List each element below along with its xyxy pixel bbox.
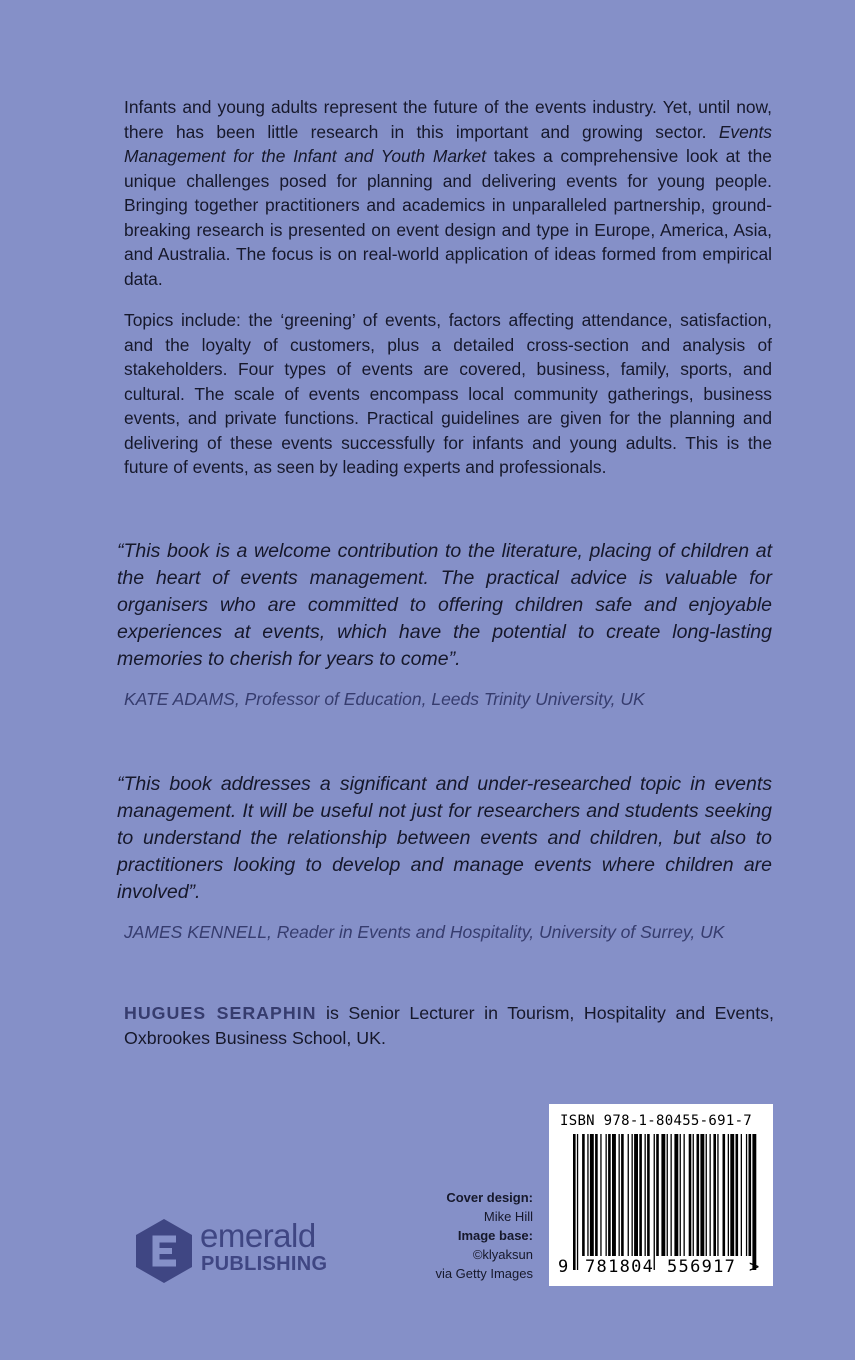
image-source-value: via Getty Images	[435, 1266, 533, 1281]
cover-credits	[400, 1188, 533, 1283]
barcode-bar	[697, 1134, 700, 1256]
barcode-bar	[595, 1134, 598, 1256]
barcode-bar	[752, 1134, 756, 1270]
publisher-name: emerald	[200, 1217, 316, 1254]
barcode-bar	[654, 1134, 655, 1270]
author-bio-text: is Senior Lecturer in Tourism, Hospitality and Events, Oxbrookes Business School, UK.	[124, 1003, 774, 1048]
barcode-bar	[632, 1134, 633, 1256]
barcode-bar	[710, 1134, 711, 1256]
endorsement-attribution-1: KATE ADAMS, Professor of Education, Leeds Trinity University, UK	[124, 689, 645, 709]
barcode-bar	[667, 1134, 668, 1256]
description-text-b: takes a comprehensive look at the unique challenges posed for planning and delivering events for young people. Bringing together practitioners and academics in unparalleled partnership, ground-breaking research is presented on event design and type in Europe, America, Asia, and Australia. The focus is on real-world application of ideas formed from empirical data.	[124, 146, 772, 289]
barcode-bar	[706, 1134, 707, 1256]
barcode-bar	[717, 1134, 718, 1256]
barcode-bar	[661, 1134, 665, 1256]
barcode-bar	[600, 1134, 601, 1256]
description-paragraph-1	[124, 95, 772, 291]
barcode-bar	[628, 1134, 629, 1256]
barcode-bar	[746, 1134, 747, 1256]
barcode-digits-right: 556917	[667, 1257, 737, 1277]
barcode-bar	[684, 1134, 685, 1256]
publisher-subtitle: PUBLISHING	[201, 1253, 328, 1275]
barcode-bar	[577, 1134, 578, 1270]
image-base-label: Image base:	[457, 1228, 533, 1243]
isbn-text: ISBN 978-1-80455-691-7	[560, 1113, 753, 1129]
description-text-a: Infants and young adults represent the future of the events industry. Yet, until now, there has been little research in this important and growing sector.	[124, 97, 772, 142]
author-bio	[124, 1001, 774, 1051]
barcode-bar	[639, 1134, 642, 1256]
barcode-bar	[674, 1134, 678, 1256]
publisher-logo	[134, 1217, 334, 1287]
barcode-bar	[645, 1134, 646, 1256]
barcode-bar	[621, 1134, 624, 1256]
isbn-barcode	[549, 1104, 773, 1286]
barcode-bar	[606, 1134, 607, 1256]
emerald-logo-icon	[134, 1217, 194, 1285]
endorsement-quote-1: “This book is a welcome contribution to the literature, placing of children at the heart of events management. The practical advice is valuable for organisers who are committed to offering children safe and enjoyable experiences at events, which have the potential to create long-lasting memories to cherish for years to come”.	[117, 540, 772, 670]
endorsement-attribution-2: JAMES KENNELL, Reader in Events and Hospitality, University of Surrey, UK	[124, 922, 725, 942]
barcode-bar	[619, 1134, 620, 1256]
barcode-bar	[573, 1134, 576, 1270]
barcode-bar	[749, 1134, 752, 1256]
cover-design-value: Mike Hill	[483, 1209, 533, 1224]
description-paragraph-2: Topics include: the ‘greening’ of events, factors affecting attendance, satisfaction, and the loyalty of customers, plus a detailed cross-section and analysis of stakeholders. Four types of events are covered, business, family, sports, and cultural. The scale of events encompass local community gatherings, business events, and private functions. Practical guidelines are given for the planning and delivering of these events successfully for infants and young adults. This is the future of events, as seen by leading experts and professionals.	[124, 310, 772, 477]
book-title: Events Management for the Infant and Youth Market	[124, 121, 772, 166]
barcode-bar	[741, 1134, 742, 1256]
barcode-bar	[612, 1134, 616, 1256]
barcode-bars	[549, 1104, 773, 1286]
barcode-bar	[693, 1134, 694, 1256]
barcode-bar	[680, 1134, 681, 1256]
barcode-bar	[656, 1134, 659, 1256]
barcode-bar	[590, 1134, 594, 1256]
barcode-bar	[634, 1134, 638, 1256]
barcode-end-mark: >	[749, 1257, 760, 1277]
barcode-digits-left: 781804	[585, 1257, 655, 1277]
image-base-value: ©klyaksun	[472, 1247, 533, 1262]
barcode-bar	[608, 1134, 611, 1256]
barcode-bar	[700, 1134, 704, 1256]
barcode-bar	[582, 1134, 585, 1256]
endorsement-quote-2: “This book addresses a significant and under-researched topic in events management. It will be useful not just for researchers and students seeking to understand the relationship between events and children, but also to practitioners looking to develop and manage events where children are involved”.	[117, 773, 772, 903]
barcode-bar	[736, 1134, 739, 1256]
barcode-first-digit: 9	[558, 1257, 569, 1277]
author-name: HUGUES SERAPHIN	[124, 1003, 317, 1023]
barcode-bar	[587, 1134, 588, 1256]
barcode-bar	[671, 1134, 672, 1256]
barcode-bar	[647, 1134, 650, 1256]
barcode-bar	[728, 1134, 729, 1256]
cover-design-label: Cover design:	[446, 1190, 533, 1205]
barcode-bar	[723, 1134, 726, 1256]
barcode-bar	[689, 1134, 692, 1256]
barcode-bar	[730, 1134, 734, 1256]
barcode-bar	[713, 1134, 716, 1256]
